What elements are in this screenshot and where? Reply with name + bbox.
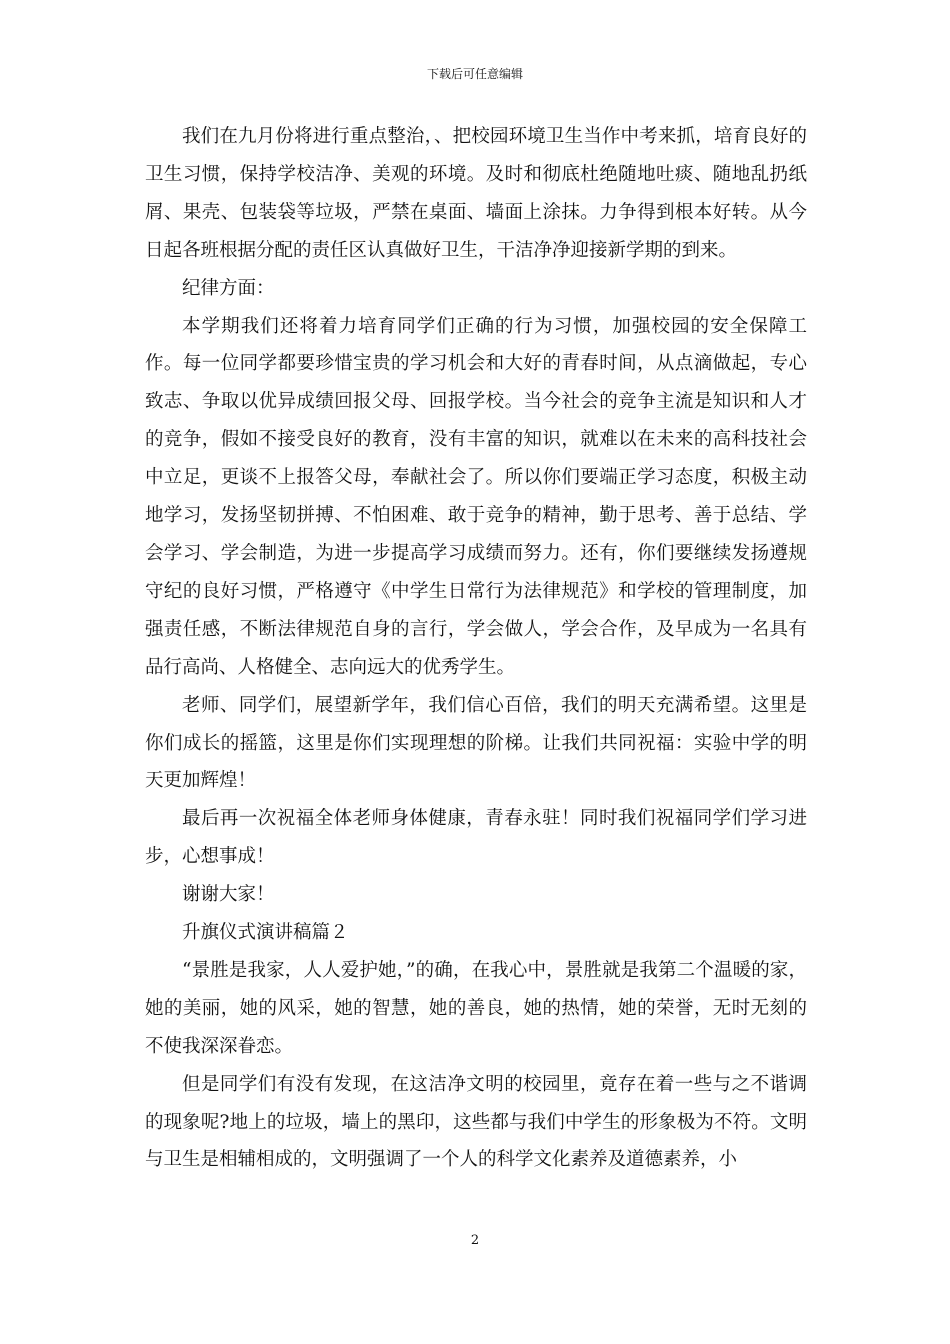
paragraph: 纪律方面： (182, 277, 275, 299)
page-number: 2 (470, 1233, 480, 1248)
document-body (145, 118, 807, 1179)
paragraph: 谢谢大家！ (182, 884, 275, 906)
page-header: 下载后可任意编辑 (426, 67, 523, 81)
paragraph: 最后再一次祝福全体老师身体健康，青春永驻！同时我们祝福同学们学习进步，心想事成！ (145, 808, 807, 868)
paragraph: 本学期我们还将着力培育同学们正确的行为习惯，加强校园的安全保障工作。每一位同学都要珍惜宝贵的学习机会和大好的青春时间，从点滴做起，专心致志、争取以优异成绩回报父母、回报学校。当今社会的竞争主流是知识和人才的竞争，假如不接受良好的教育，没有丰富的知识，就难以在未来的高科技社会中立足，更谈不上报答父母，奉献社会了。所以你们要端正学习态度，积极主动地学习，发扬坚韧拼搏、不怕困难、敢于竞争的精神，勤于思考、善于总结、学会学习、学会制造，为进一步提高学习成绩而努力。还有，你们要继续发扬遵规守纪的良好习惯，严格遵守《中学生日常行为法律规范》和学校的管理制度，加强责任感，不断法律规范自身的言行，学会做人，学会合作，及早成为一名具有品行高尚、人格健全、志向远大的优秀学生。 (145, 315, 807, 678)
section-title: 升旗仪式演讲稿篇２ (182, 922, 349, 944)
paragraph: 老师、同学们，展望新学年，我们信心百倍，我们的明天充满希望。这里是你们成长的摇篮，这里是你们实现理想的阶梯。让我们共同祝福：实验中学的明天更加辉煌！ (145, 694, 807, 792)
paragraph: “景胜是我家，人人爱护她，”的确，在我心中，景胜就是我第二个温暖的家，她的美丽，她的风采，她的智慧，她的善良，她的热情，她的荣誉，无时无刻的不使我深深眷恋。 (145, 959, 807, 1057)
paragraph: 我们在九月份将进行重点整治，、把校园环境卫生当作中考来抓，培育良好的卫生习惯，保持学校洁净、美观的环境。及时和彻底杜绝随地吐痰、随地乱扔纸屑、果壳、包装袋等垃圾，严禁在桌面、墙面上涂抹。力争得到根本好转。从今日起各班根据分配的责任区认真做好卫生，干洁净净迎接新学期的到来。 (145, 126, 807, 261)
paragraph: 但是同学们有没有发现，在这洁净文明的校园里，竟存在着一些与之不谐调的现象呢?地上的垃圾，墙上的黑印，这些都与我们中学生的形象极为不符。文明与卫生是相辅相成的，文明强调了一个人的科学文化素养及道德素养，小 (145, 1073, 807, 1171)
